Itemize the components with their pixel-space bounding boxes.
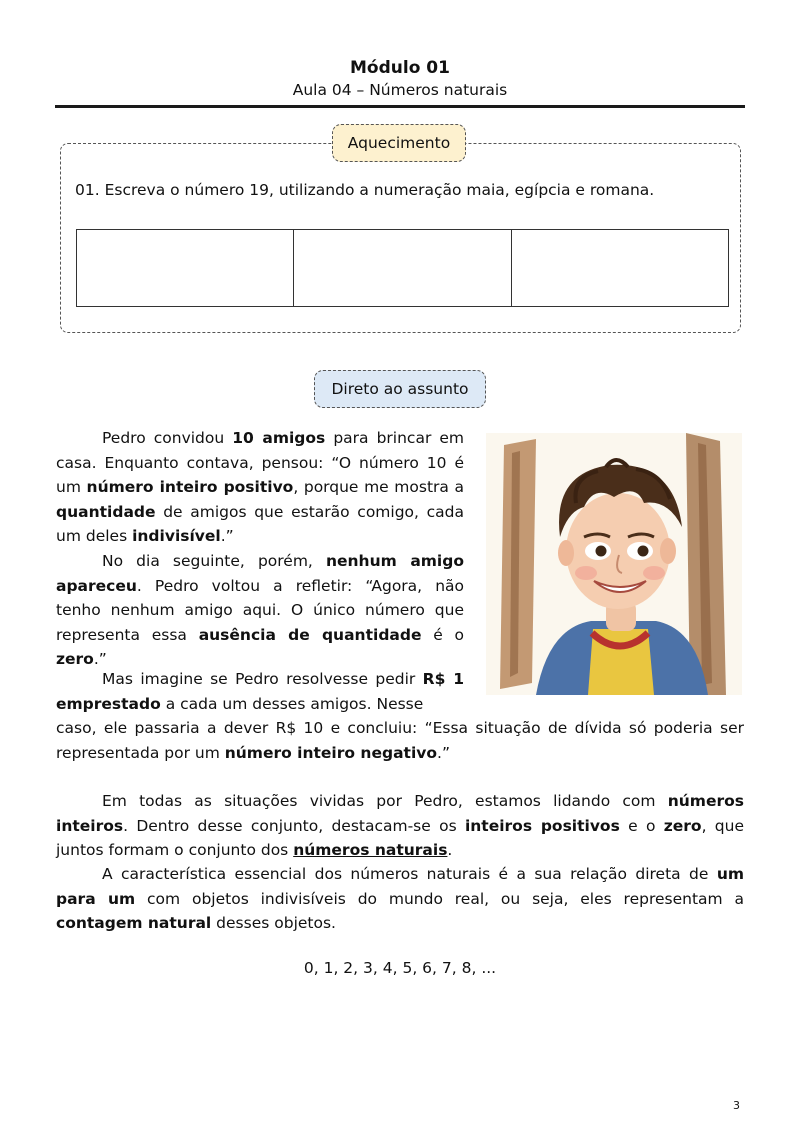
paragraph-3a: Mas imagine se Pedro resolvesse pedir R$ 1 emprestado a cada um desses amigos. Nesse [56,670,465,713]
paragraph-1: Pedro convidou 10 amigos para brincar em casa. Enquanto contava, pensou: “O número 10 é um número inteiro positivo, porque me mostra a quantidade de amigos que estarão comigo, cada um deles indivisível.” [56,429,465,545]
question-01: 01. Escreva o número 19, utilizando a numeração maia, egípcia e romana. [75,181,655,199]
natural-numbers-sequence: 0, 1, 2, 3, 4, 5, 6, 7, 8, ... [303,959,497,977]
warmup-tag: Aquecimento [332,124,466,162]
header-divider [55,105,745,108]
answer-table [76,229,729,307]
paragraph-2: No dia seguinte, porém, nenhum amigo apareceu. Pedro voltou a refletir: “Agora, não tenho nenhum amigo aqui. O único número que representa essa ausência de quantidade é o zero.” [56,552,465,668]
pedro-illustration [486,433,742,695]
direct-tag: Direto ao assunto [314,370,486,408]
answer-cell-maia[interactable] [77,230,294,306]
module-title: Módulo 01 [350,58,450,78]
paragraph-4: Em todas as situações vividas por Pedro, estamos lidando com números inteiros. Dentro desse conjunto, destacam-se os inteiros positivos e o zero, que juntos formam o conjunto dos números naturais. [56,792,744,859]
paragraph-3b: caso, ele passaria a dever R$ 10 e concluiu: “Essa situação de dívida só poderia ser representada por um número inteiro negativo.” [56,719,744,762]
answer-cell-romana[interactable] [512,230,728,306]
lesson-title: Aula 04 – Números naturais [292,81,508,99]
answer-cell-egipcia[interactable] [294,230,511,306]
page-number: 3 [733,1099,740,1112]
paragraph-5: A característica essencial dos números naturais é a sua relação direta de um para um com objetos indivisíveis do mundo real, ou seja, eles representam a contagem natural desses objetos. [56,865,744,932]
